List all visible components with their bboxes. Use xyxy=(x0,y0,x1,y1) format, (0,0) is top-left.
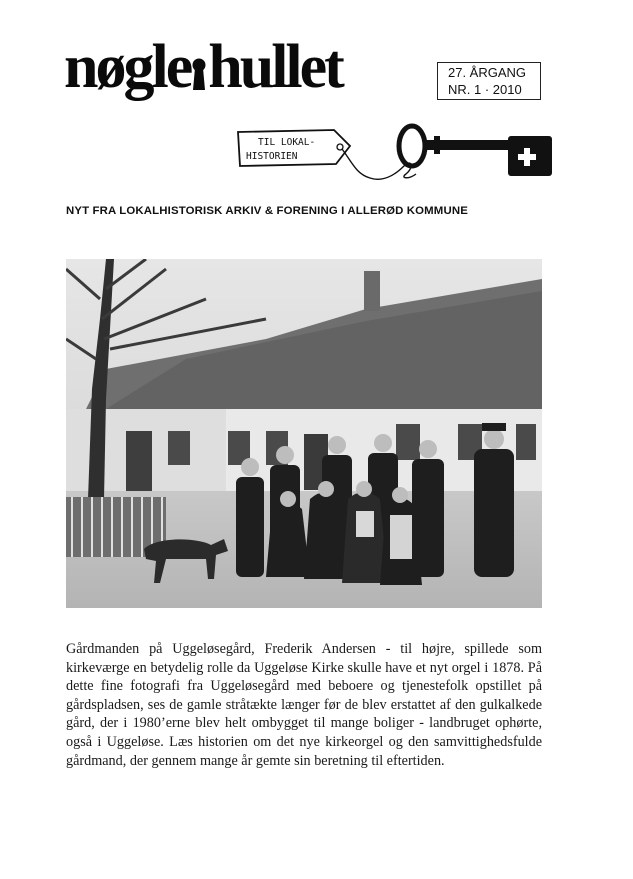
volume-line: 27. ÅRGANG xyxy=(448,65,527,80)
tag-text-line1: TIL LOKAL- xyxy=(258,137,316,148)
tag-text-line2: HISTORIEN xyxy=(246,151,298,162)
issue-line: NR. 1 · 2010 xyxy=(448,82,522,97)
publication-tagline: NYT FRA LOKALHISTORISK ARKIV & FORENING I ALLERØD KOMMUNE xyxy=(66,205,468,217)
photo-caption: Gårdmanden på Uggeløsegård, Frederik Andersen - til højre, spillede som kirkeværge en betydelig rolle da Uggeløse Kirke skulle have et nyt orgel i 1878. På dette fine fotografi fra Uggeløsegård med beboere og tjenestefolk opstillet på gårdspladsen, ses de gamle stråtækte længer før de blev erstattet af den gulkalkede gård, der i 1980’erne blev helt ombygget til mange boliger - landbruget ophørte, også i Uggeløse. Læs historien om det nye kirkeorgel og den samvittighedsfulde gårdmand, der gennem mange år gemte sin beretning til eftertiden. xyxy=(66,641,542,769)
key-icon xyxy=(399,126,552,176)
cover-photo xyxy=(66,259,542,608)
masthead-title-left: nøgle xyxy=(64,33,191,101)
masthead-title-right: hullet xyxy=(208,33,342,101)
keyhole-icon xyxy=(192,40,206,74)
masthead-logo xyxy=(64,33,342,101)
volume-box xyxy=(437,62,541,100)
key-with-tag-illustration xyxy=(234,118,554,194)
